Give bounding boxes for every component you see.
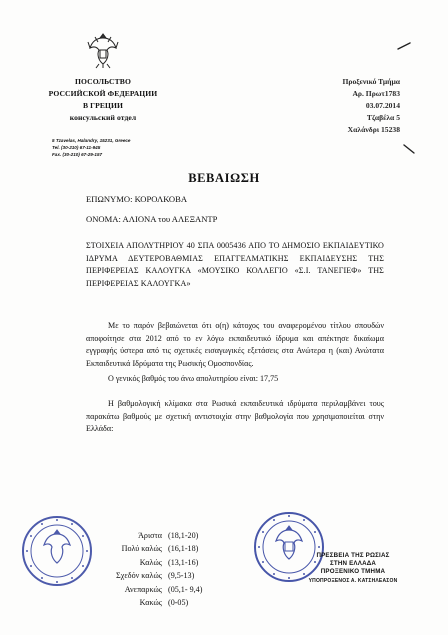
- consular-line-4: Τζαβέλα 5: [366, 113, 400, 122]
- consular-line-1: Προξενικό Τμήμα: [342, 77, 400, 86]
- first-name-line: ΟΝΟΜΑ: ΑΛΙΟΝΑ του ΑΛΕΞΑΝΤΡ: [86, 214, 218, 224]
- grade-row: [86, 569, 228, 582]
- embassy-line-2: РОССИЙСКОЙ ФЕДЕРАЦИИ: [48, 89, 158, 98]
- double-headed-eagle-emblem: [86, 30, 120, 70]
- grade-label: Καλώς: [139, 557, 162, 567]
- embassy-header: [20, 76, 186, 124]
- grade-row: [86, 556, 228, 569]
- grade-row: [86, 542, 228, 555]
- grade-range: (16,1-18): [168, 544, 199, 554]
- pen-mark: [396, 40, 412, 52]
- certification-paragraph: Με το παρόν βεβαιώνεται ότι ο(η) κάτοχος του αναφερομένου τίτλου σπουδών αποφοίτησε στα 2012 από το εν λόγω εκπαιδευτικό ίδρυμα και απέκτησε δικαίωμα εγγραφής ύστερα από τις σχετικές εισαγωγικές εξετάσεις στα Ανώτερα η (και) Ανώτατα Εκπαιδευτικά Ιδρύματα της Ρωσικής Ομοσπονδίας.: [86, 321, 384, 368]
- seal-line-1: ΠΡΕΣΒΕΙΑ ΤΗΣ ΡΩΣΙΑΣ: [316, 552, 390, 559]
- embassy-address: [52, 137, 172, 158]
- embassy-line-3: В ГРЕЦИИ: [82, 101, 124, 110]
- grade-label: Άριστα: [138, 531, 162, 540]
- embassy-line-4: консульский отдел: [69, 113, 137, 122]
- official-stamp: [20, 514, 94, 588]
- embassy-line-1: ПОСОЛЬСТВО: [75, 77, 131, 86]
- consular-header: [296, 76, 400, 136]
- pen-mark: [402, 143, 416, 155]
- grade-range: (05,1- 9,4): [168, 584, 203, 594]
- address-tel: Tel. (30-210) 67-11-945: [52, 145, 101, 150]
- overall-grade-paragraph: Ο γενικός βαθμός του άνω απολυτηρίου είναι: 17,75: [108, 374, 279, 383]
- grade-row: [86, 596, 228, 609]
- grade-row: [86, 583, 228, 596]
- seal-line-4: ΥΠΟΠΡΟΞΕΝΟΣ Α. ΚΑΤΣΗΛΕΑΣΟΝ: [308, 577, 398, 584]
- consular-line-3: 03.07.2014: [365, 101, 400, 110]
- grade-range: (13,1-16): [168, 557, 199, 567]
- grade-label: Ανεπαρκώς: [124, 584, 162, 594]
- seal-line-2: ΣΤΗΝ ΕΛΛΑΔΑ: [329, 560, 377, 568]
- address-street: 5 Tzavelas, Halandry, 15231, Greece: [52, 138, 131, 143]
- grade-row: [86, 529, 228, 542]
- grading-scale-paragraph: Η βαθμολογική κλίμακα στα Ρωσικά εκπαιδευτικά ιδρύματα περιλαμβάνει τους παρακάτω βαθμούς με σχετική αντιστοιχία στην βαθμολογία που χρησιμοποιείται στην Ελλάδα:: [86, 399, 384, 433]
- grade-label: Κακώς: [139, 598, 162, 608]
- grade-range: (9,5-13): [168, 571, 195, 581]
- address-fax: Fax. (30-210) 67-29-157: [52, 152, 103, 157]
- diploma-details-paragraph: ΣΤΟΙΧΕΙΑ ΑΠΟΛΥΤΗΡΙΟΥ 40 ΣΠΑ 0005436 ΑΠΟ ΤΟ ΔΗΜΟΣΙΟ ΕΚΠΑΙΔΕΥΤΙΚΟ ΙΔΡΥΜΑ ΔΕΥΤΕΡΟΒΑΘΜΙΑΣ ΕΠΑΓΓΕΛΜΑΤΙΚΗΣ ΕΚΠΑΙΔΕΥΣΗΣ ΤΗΣ ΠΕΡΙΦΕΡΕΙΑΣ ΚΑΛΟΥΓΚΑ «ΜΟΥΣΙΚΟ ΚΟΛΛΕΓΙΟ «Σ.Ι. ΤΑΝΕΓΙΕΦ» ΤΗΣ ΠΕΡΙΦΕΡΕΙΑΣ ΚΑΛΟΥΓΚΑ»: [86, 241, 384, 288]
- document-title: ΒΕΒΑΙΩΣΗ: [188, 171, 260, 185]
- consular-seal-text: [300, 552, 406, 585]
- grade-label: Σχεδόν καλώς: [116, 571, 162, 581]
- consular-line-5: Χαλάνδρι 15238: [347, 125, 400, 134]
- surname-line: ΕΠΩΝΥΜΟ: ΚΟΡΟΛΚΟΒΑ: [86, 194, 188, 204]
- grading-scale-list: [86, 529, 228, 609]
- grade-range: (0-05): [168, 598, 189, 608]
- seal-line-3: ΠΡΟΞΕΝΙΚΟ ΤΜΗΜΑ: [320, 568, 386, 576]
- grade-range: (18,1-20): [168, 531, 199, 540]
- grade-label: Πολύ καλώς: [121, 544, 162, 554]
- consular-line-2: Αρ. Πρωτ1783: [352, 89, 400, 98]
